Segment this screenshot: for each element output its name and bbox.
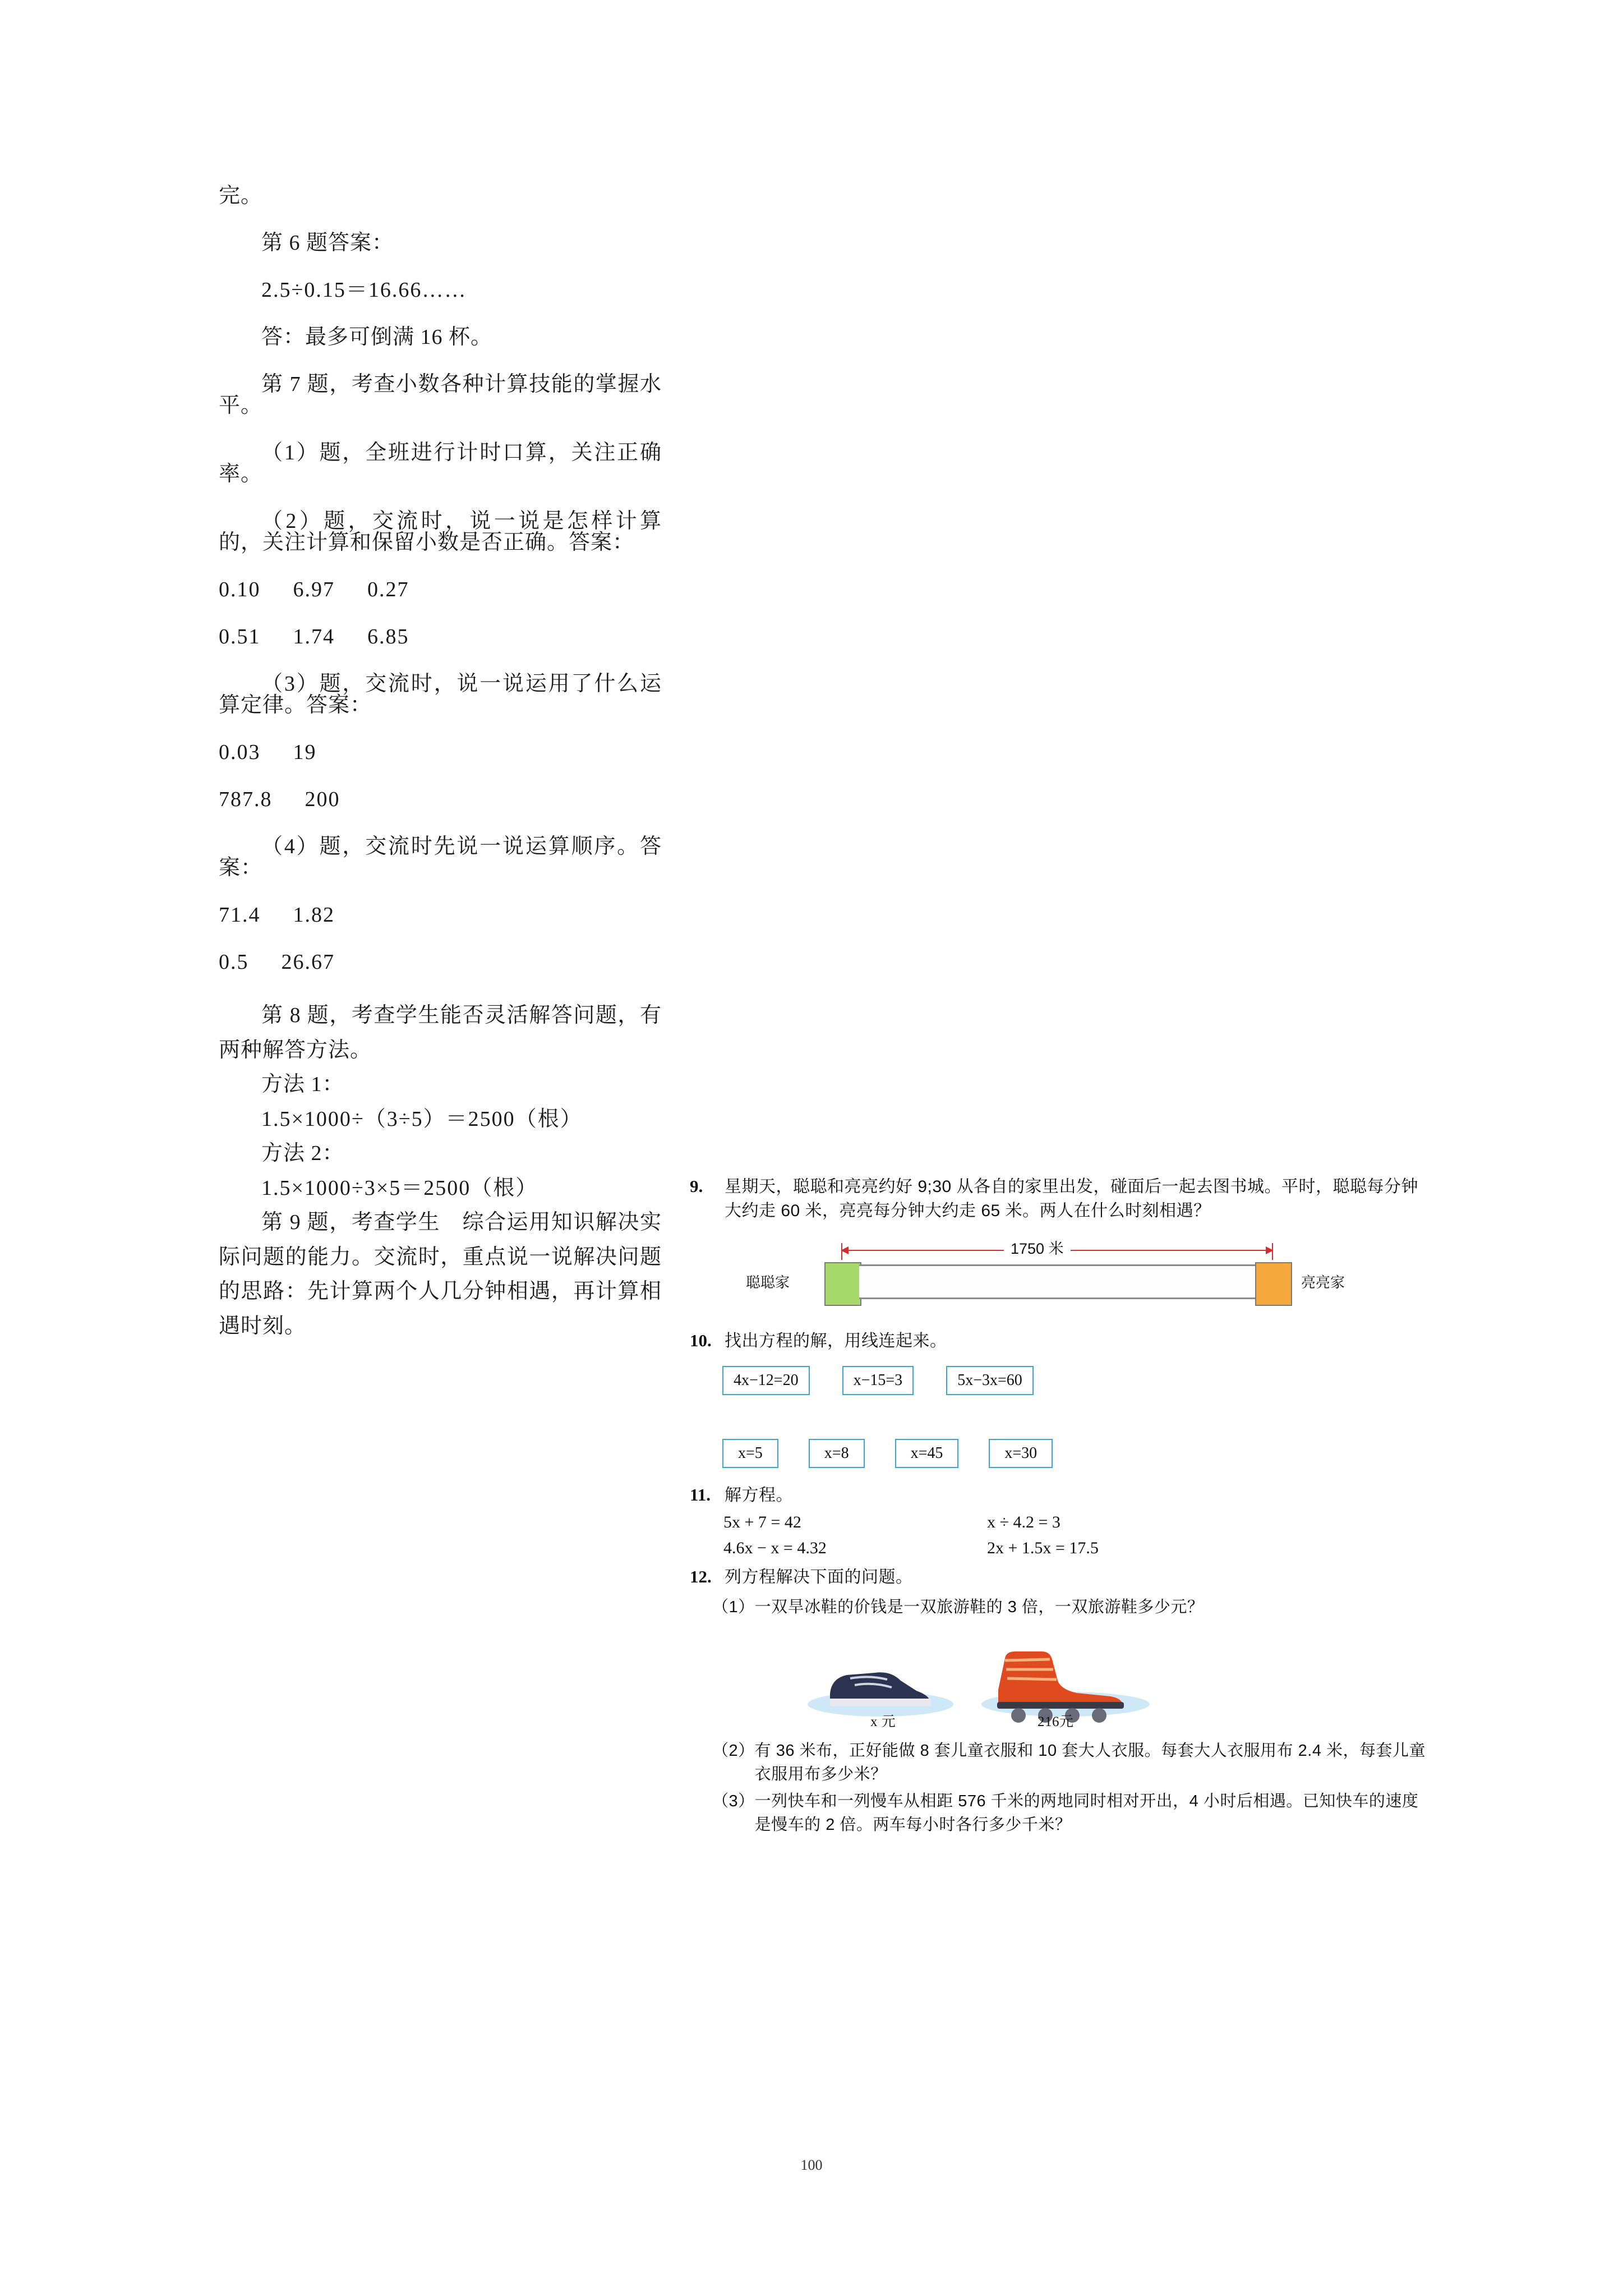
method1-label: 方法 1：: [261, 1073, 344, 1097]
shoes-image: [796, 1627, 1189, 1733]
q7-part4-answers-row2: [219, 951, 662, 973]
q6-answer: 答：最多可倒满 16 杯。: [261, 325, 493, 349]
equation-card: 4x−12=20: [722, 1366, 810, 1395]
left-house-icon: [824, 1262, 861, 1306]
equation: x ÷ 4.2 = 3: [987, 1513, 1061, 1532]
q8-commentary: 第 8 题，考查学生能否灵活解答问题，有两种解答方法。: [219, 1004, 662, 1062]
equation-list: [723, 1513, 1295, 1558]
answer-value: 6.85: [367, 625, 409, 648]
equation-row: [723, 1539, 1295, 1558]
answer-value: 787.8: [219, 788, 273, 811]
q7-part4: （4）题，交流时先说一说运算顺序。答案：: [219, 835, 662, 880]
subitem-label: （1）: [712, 1598, 755, 1616]
exercise-text: 星期天，聪聪和亮亮约好 9;30 从各自的家里出发，碰面后一起去图书城。平时，聪聪每分钟大约走 60 米，亮亮每分钟大约走 65 米。两人在什么时刻相遇？: [725, 1177, 1419, 1220]
q7-part3-answers-row1: [219, 742, 662, 763]
solution-card: x=30: [989, 1439, 1053, 1468]
equation: 2x + 1.5x = 17.5: [987, 1539, 1099, 1558]
page-number: 100: [800, 2157, 823, 2173]
exercise-item-11: [690, 1484, 1430, 1508]
answer-value: 6.97: [293, 578, 335, 601]
answer-value: 0.51: [219, 625, 261, 648]
subitem-text: 一双旱冰鞋的价钱是一双旅游鞋的 3 倍，一双旅游鞋多少元？: [754, 1598, 1204, 1616]
right-house-icon: [1255, 1262, 1292, 1306]
subitem-label: （2）: [712, 1742, 755, 1760]
solution-card: x=8: [809, 1439, 865, 1468]
subitem-text: 一列快车和一列慢车从相距 576 千米的两地同时相对开出，4 小时后相遇。已知快车的速度是慢车的 2 倍。两车每小时各行多少千米？: [754, 1792, 1419, 1834]
q7-part2-answers-row1: [219, 579, 662, 600]
exercise-item-12: [690, 1566, 1430, 1590]
answer-value: 1.74: [293, 625, 335, 648]
subitem-text: 有 36 米布，正好能做 8 套儿童衣服和 10 套大人衣服。每套大人衣服用布 2.4 米，每套儿童衣服用布多少米？: [754, 1742, 1426, 1784]
solution-card-row: [722, 1439, 1430, 1468]
exercise-subitems: [712, 1595, 1430, 1837]
q7-part2-answers-row2: [219, 626, 662, 647]
answer-value: 0.27: [367, 578, 409, 601]
shoes-illustration: [796, 1627, 1189, 1733]
q7-part4-answers-row1: [219, 904, 662, 926]
continuation-line: 完。: [219, 184, 263, 208]
distance-label: 1750 米: [1004, 1236, 1071, 1258]
exercise-text: 解方程。: [725, 1485, 793, 1504]
left-house-label: 聪聪家: [746, 1274, 790, 1291]
answer-value: 71.4: [219, 903, 261, 927]
subitem: [712, 1789, 1430, 1837]
equation-card-row: [722, 1366, 1430, 1395]
q7-part1: （1）题，全班进行计时口算，关注正确率。: [219, 441, 662, 486]
right-house-label: 亮亮家: [1301, 1274, 1345, 1291]
equation-card: 5x−3x=60: [946, 1366, 1034, 1395]
subitem: [712, 1739, 1430, 1786]
exercise-number: 12.: [690, 1567, 712, 1587]
q7-title: 第 7 题，考查小数各种计算技能的掌握水平。: [219, 372, 662, 417]
subitem: [712, 1595, 1430, 1619]
skate-price-label: 216元: [1038, 1714, 1074, 1730]
answer-value: 0.03: [219, 740, 261, 764]
meeting-distance-diagram: [740, 1235, 1352, 1319]
equation-card: x−15=3: [842, 1366, 914, 1395]
answer-value: 19: [293, 740, 317, 764]
solution-card: x=5: [722, 1439, 778, 1468]
answer-value: 0.10: [219, 578, 261, 601]
exercise-number: 11.: [690, 1484, 711, 1504]
exercise-item-10: [690, 1329, 1430, 1354]
q6-calculation: 2.5÷0.15＝16.66……: [261, 278, 467, 302]
method2-label: 方法 2：: [261, 1142, 344, 1166]
exercise-text: 列方程解决下面的问题。: [725, 1568, 913, 1587]
sneaker-price-label: x 元: [870, 1714, 896, 1730]
exercise-item-9: [690, 1175, 1430, 1223]
answer-value: 1.82: [293, 903, 335, 927]
road-shape: [859, 1264, 1255, 1299]
answer-value: 200: [305, 788, 340, 811]
q6-title: 第 6 题答案：: [261, 231, 394, 255]
exercise-text: 找出方程的解，用线连起来。: [725, 1332, 947, 1351]
answer-value: 26.67: [281, 950, 335, 974]
exercise-number: 10.: [690, 1331, 712, 1351]
arrow-tick-right: [1272, 1243, 1273, 1260]
left-text-column: [219, 185, 662, 1343]
arrow-tick-left: [841, 1243, 842, 1260]
exercise-number: 9.: [690, 1176, 703, 1196]
q9-commentary: 第 9 题，考查学生 综合运用知识解决实际问题的能力。交流时，重点说一说解决问题的思路：先计算两个人几分钟相遇，再计算相遇时刻。: [219, 1211, 662, 1338]
subitem-label: （3）: [712, 1792, 755, 1811]
solution-card: x=45: [895, 1439, 959, 1468]
equation: 4.6x − x = 4.32: [723, 1539, 827, 1558]
exercise-scan-column: [690, 1175, 1430, 1840]
equation: 5x + 7 = 42: [723, 1513, 801, 1532]
q7-part3-answers-row2: [219, 789, 662, 810]
answer-value: 0.5: [219, 950, 249, 974]
q7-part3: （3）题，交流时，说一说运用了什么运算定律。答案：: [219, 672, 662, 717]
method2-calculation: 1.5×1000÷3×5＝2500（根）: [261, 1176, 538, 1200]
q7-part2: （2）题，交流时，说一说是怎样计算的，关注计算和保留小数是否正确。答案：: [219, 509, 662, 554]
equation-row: [723, 1513, 1295, 1532]
left-flow-text: [219, 999, 662, 1343]
method1-calculation: 1.5×1000÷（3÷5）＝2500（根）: [261, 1107, 583, 1131]
